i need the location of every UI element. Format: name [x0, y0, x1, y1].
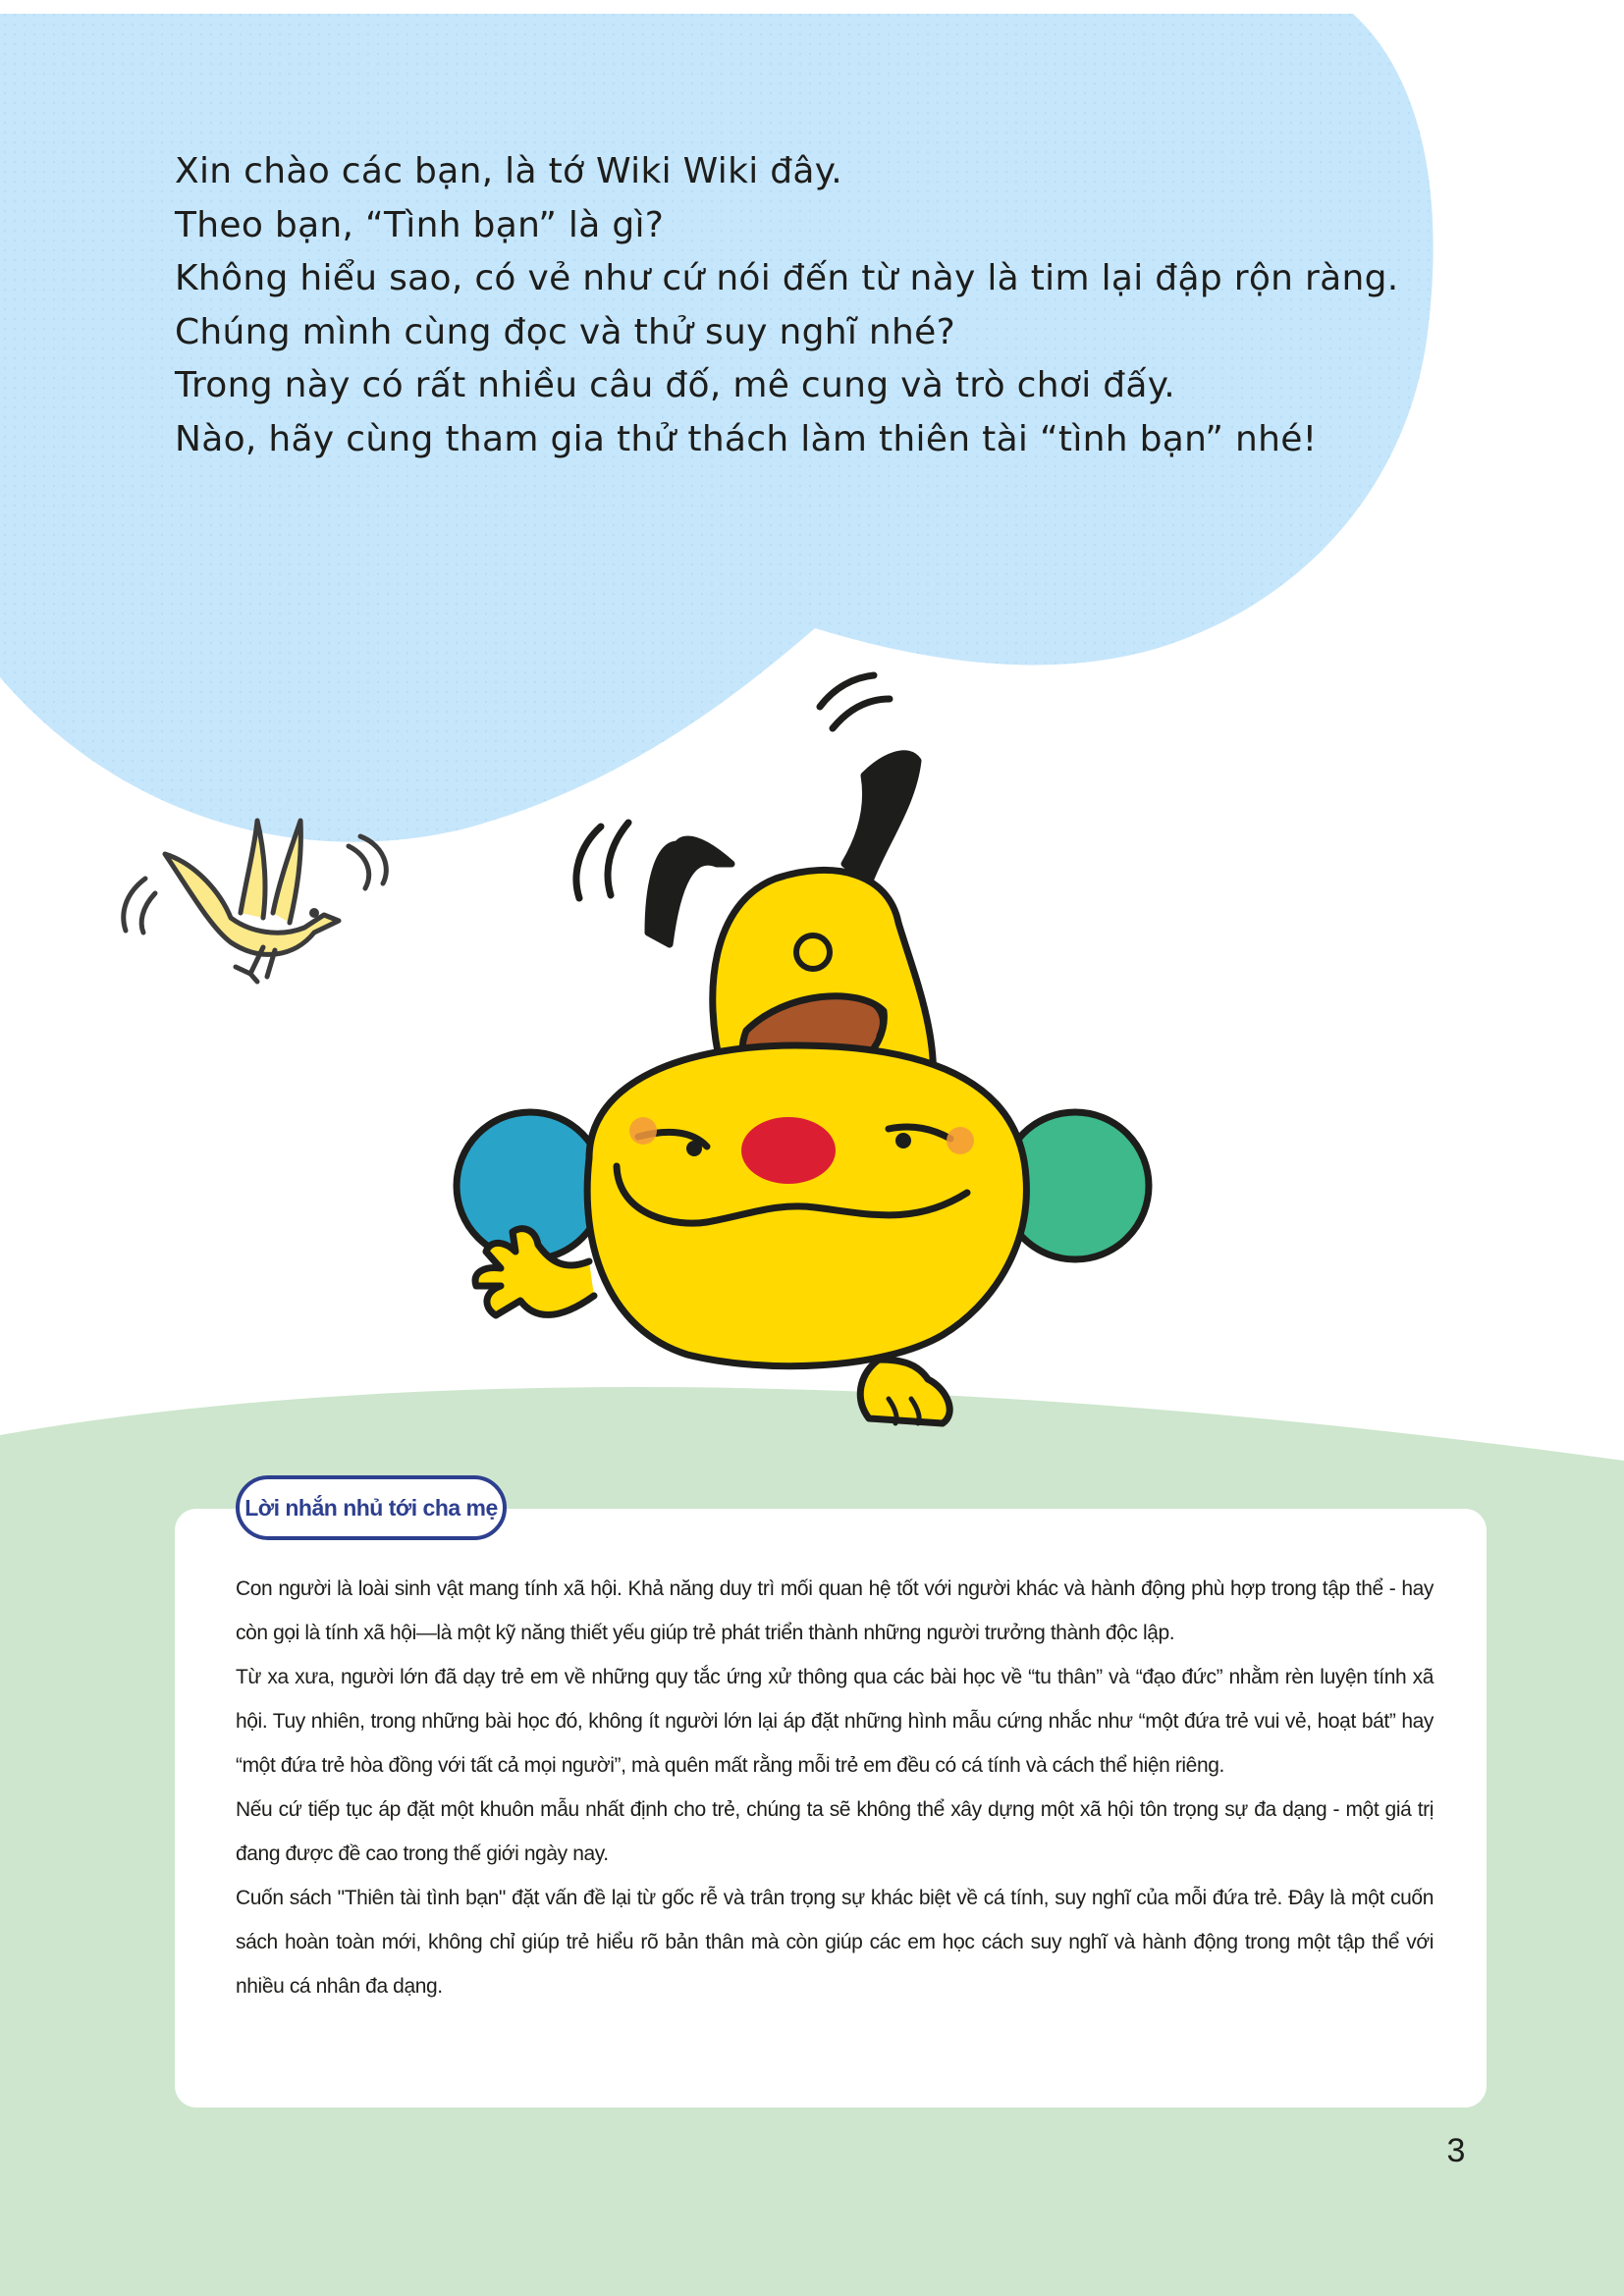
- parent-note-body: [236, 1567, 1434, 2008]
- intro-line: Xin chào các bạn, là tớ Wiki Wiki đây.: [175, 151, 842, 191]
- note-paragraph: Nếu cứ tiếp tục áp đặt một khuôn mẫu nhất định cho trẻ, chúng ta sẽ không thể xây dựng một xã hội tôn trọng sự đa dạng - một giá trị đang được đề cao trong thế giới ngày nay.: [236, 1798, 1434, 1865]
- intro-line: Chúng mình cùng đọc và thử suy nghĩ nhé?: [175, 311, 955, 352]
- character-illustration: [457, 754, 1149, 1423]
- intro-line: Theo bạn, “Tình bạn” là gì?: [175, 204, 665, 245]
- parent-note-heading: Lời nhắn nhủ tới cha mẹ: [236, 1475, 507, 1540]
- intro-line: Không hiểu sao, có vẻ như cứ nói đến từ này là tim lại đập rộn ràng.: [175, 258, 1399, 298]
- intro-line: Trong này có rất nhiều câu đố, mê cung và trò chơi đấy.: [175, 365, 1175, 405]
- page-number: 3: [1446, 2132, 1466, 2169]
- note-paragraph: Con người là loài sinh vật mang tính xã hội. Khả năng duy trì mối quan hệ tốt với người khác và hành động phù hợp trong tập thể - hay còn gọi là tính xã hội—là một kỹ năng thiết yếu giúp trẻ phát triển thành những người trưởng thành độc lập.: [236, 1577, 1434, 1644]
- bird-illustration: [124, 821, 387, 982]
- note-paragraph: Từ xa xưa, người lớn đã dạy trẻ em về những quy tắc ứng xử thông qua các bài học về “tu thân” và “đạo đức” nhằm rèn luyện tính xã hội. Tuy nhiên, trong những bài học đó, không ít người lớn lại áp đặt những hình mẫu cứng nhắc như “một đứa trẻ vui vẻ, hoạt bát” hay “một đứa trẻ hòa đồng với tất cả mọi người”, mà quên mất rằng mỗi trẻ em đều có cá tính và cách thể hiện riêng.: [236, 1666, 1434, 1777]
- note-paragraph: Cuốn sách "Thiên tài tình bạn" đặt vấn đề lại từ gốc rễ và trân trọng sự khác biệt về cá tính, suy nghĩ của mỗi đứa trẻ. Đây là một cuốn sách hoàn toàn mới, không chỉ giúp trẻ hiểu rõ bản thân mà còn giúp các em học cách suy nghĩ và hành động trong một tập thể với nhiều cá nhân đa dạng.: [236, 1887, 1434, 1998]
- intro-line: Nào, hãy cùng tham gia thử thách làm thiên tài “tình bạn” nhé!: [175, 418, 1318, 459]
- character-nose: [741, 1117, 836, 1184]
